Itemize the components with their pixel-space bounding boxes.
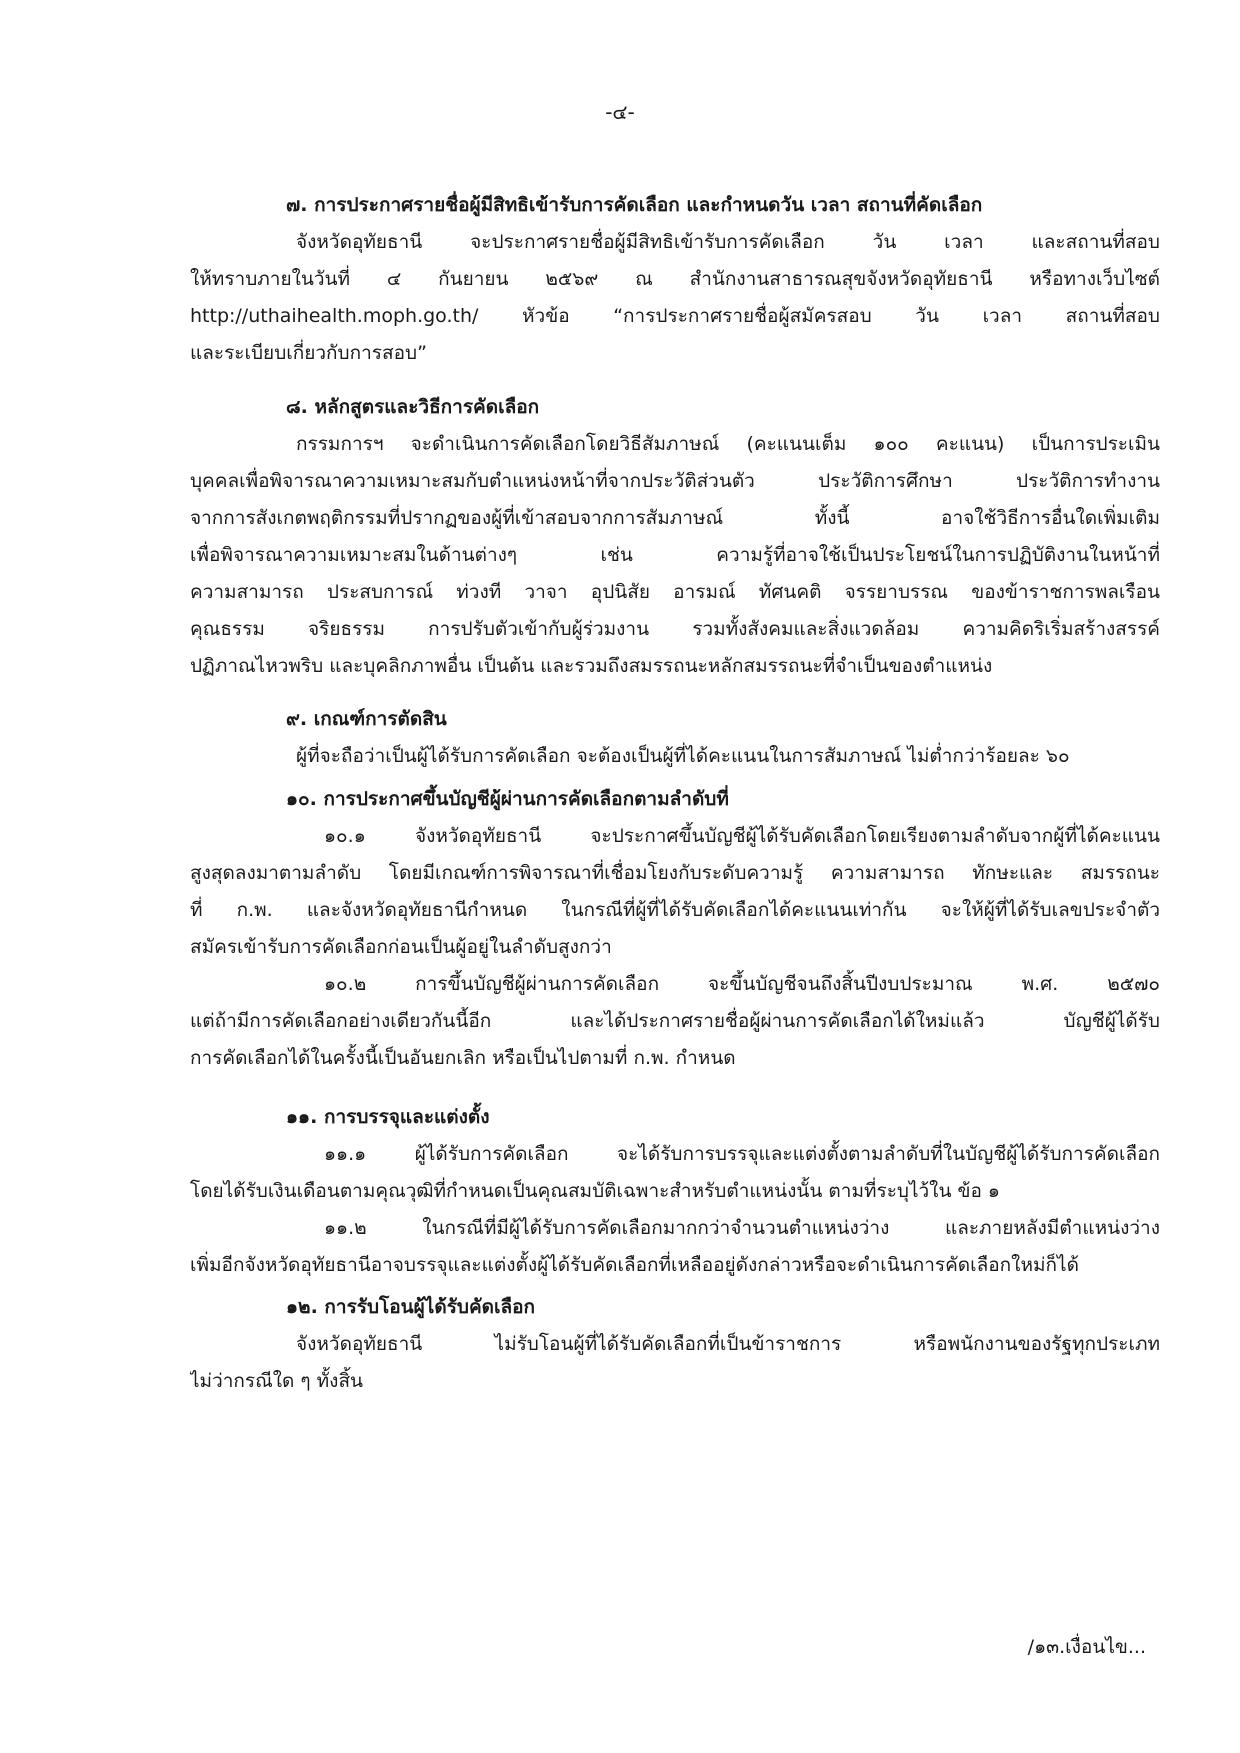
paragraph bbox=[190, 1326, 1160, 1400]
paragraph bbox=[190, 818, 1160, 966]
section-10 bbox=[190, 780, 1160, 1077]
text-line: จังหวัดอุทัยธานี จะประกาศรายชื่อผู้มีสิทธิเข้ารับการคัดเลือก วัน เวลา และสถานที่สอบ bbox=[296, 231, 1160, 253]
section-heading: ๘. หลักสูตรและวิธีการคัดเลือก bbox=[286, 396, 540, 418]
text-line: ที่ ก.พ. และจังหวัดอุทัยธานีกำหนด ในกรณีที่ผู้ที่ได้รับคัดเลือกได้คะแนนเท่ากัน จะให้ผู้ที่ได้รับเลขประจำตัว bbox=[190, 899, 1160, 921]
page-number: -๔- bbox=[605, 100, 635, 124]
section-heading: ๗. การประกาศรายชื่อผู้มีสิทธิเข้ารับการคัดเลือก และกำหนดวัน เวลา สถานที่คัดเลือก bbox=[286, 194, 983, 216]
text-line: และระเบียบเกี่ยวกับการสอบ” bbox=[190, 342, 427, 364]
section-heading: ๑๐. การประกาศขึ้นบัญชีผู้ผ่านการคัดเลือกตามลำดับที่ bbox=[286, 788, 729, 810]
section-heading: ๙. เกณฑ์การตัดสิน bbox=[286, 708, 447, 730]
paragraph bbox=[190, 426, 1160, 685]
text-line: ไม่ว่ากรณีใด ๆ ทั้งสิ้น bbox=[190, 1370, 364, 1392]
text-line: ปฏิภาณไหวพริบ และบุคลิกภาพอื่น เป็นต้น และรวมถึงสมรรถนะหลักสมรรถนะที่จำเป็นของตำแหน่ง bbox=[190, 655, 993, 677]
paragraph bbox=[190, 966, 1160, 1077]
text-line: ๑๐.๑ จังหวัดอุทัยธานี จะประกาศขึ้นบัญชีผู้ได้รับคัดเลือกโดยเรียงตามลำดับจากผู้ที่ได้คะแนน bbox=[324, 825, 1160, 847]
text-line: เพื่อพิจารณาความเหมาะสมในด้านต่างๆ เช่น ความรู้ที่อาจใช้เป็นประโยชน์ในการปฏิบัติงานในหน้าที่ bbox=[190, 544, 1160, 566]
paragraph bbox=[190, 224, 1160, 372]
text-line: ๑๑.๒ ในกรณีที่มีผู้ได้รับการคัดเลือกมากกว่าจำนวนตำแหน่งว่าง และภายหลังมีตำแหน่งว่าง bbox=[324, 1217, 1160, 1239]
text-line: http://uthaihealth.moph.go.th/ หัวข้อ “การประกาศรายชื่อผู้สมัครสอบ วัน เวลา สถานที่สอบ bbox=[190, 305, 1160, 327]
section-12 bbox=[190, 1288, 1160, 1400]
text-line: ๑๑.๑ ผู้ได้รับการคัดเลือก จะได้รับการบรรจุและแต่งตั้งตามลำดับที่ในบัญชีผู้ได้รับการคัดเลือก bbox=[324, 1143, 1160, 1165]
text-line: จังหวัดอุทัยธานี ไม่รับโอนผู้ที่ได้รับคัดเลือกที่เป็นข้าราชการ หรือพนักงานของรัฐทุกประเภท bbox=[296, 1333, 1160, 1355]
text-line: จากการสังเกตพฤติกรรมที่ปรากฏของผู้ที่เข้าสอบจากการสัมภาษณ์ ทั้งนี้ อาจใช้วิธีการอื่นใดเพิ่มเติม bbox=[190, 507, 1160, 529]
text-line: คุณธรรม จริยธรรม การปรับตัวเข้ากับผู้ร่วมงาน รวมทั้งสังคมและสิ่งแวดล้อม ความคิดริเริ่มสร้างสรรค์ bbox=[190, 618, 1160, 640]
section-8 bbox=[190, 388, 1160, 685]
section-9 bbox=[190, 700, 1160, 775]
section-7 bbox=[190, 186, 1160, 372]
text-line: โดยได้รับเงินเดือนตามคุณวุฒิที่กำหนดเป็นคุณสมบัติเฉพาะสำหรับตำแหน่งนั้น ตามที่ระบุไว้ใน ข้อ ๑ bbox=[190, 1180, 1000, 1202]
text-line: ให้ทราบภายในวันที่ ๔ กันยายน ๒๕๖๙ ณ สำนักงานสาธารณสุขจังหวัดอุทัยธานี หรือทางเว็บไซต์ bbox=[190, 268, 1160, 290]
text-line: ความสามารถ ประสบการณ์ ท่วงที วาจา อุปนิสัย อารมณ์ ทัศนคติ จรรยาบรรณ ของข้าราชการพลเรือน bbox=[190, 581, 1160, 603]
text-line: สมัครเข้ารับการคัดเลือกก่อนเป็นผู้อยู่ในลำดับสูงกว่า bbox=[190, 936, 612, 958]
section-heading: ๑๑. การบรรจุและแต่งตั้ง bbox=[286, 1106, 490, 1128]
text-line: แต่ถ้ามีการคัดเลือกอย่างเดียวกันนี้อีก และได้ประกาศรายชื่อผู้ผ่านการคัดเลือกได้ใหม่แล้ว บัญชีผู้ได้รับ bbox=[190, 1010, 1160, 1032]
text-line: บุคคลเพื่อพิจารณาความเหมาะสมกับตำแหน่งหน้าที่จากประวัติส่วนตัว ประวัติการศึกษา ประวัติการทำงาน bbox=[190, 470, 1160, 492]
section-heading: ๑๒. การรับโอนผู้ได้รับคัดเลือก bbox=[286, 1296, 536, 1318]
section-11 bbox=[190, 1098, 1160, 1284]
paragraph bbox=[190, 1210, 1160, 1284]
text-line: ผู้ที่จะถือว่าเป็นผู้ได้รับการคัดเลือก จะต้องเป็นผู้ที่ได้คะแนนในการสัมภาษณ์ ไม่ต่ำกว่าร้อยละ ๖๐ bbox=[296, 745, 1070, 767]
text-line: สูงสุดลงมาตามลำดับ โดยมีเกณฑ์การพิจารณาที่เชื่อมโยงกับระดับความรู้ ความสามารถ ทักษะและ สมรรถนะ bbox=[190, 862, 1160, 884]
text-line: เพิ่มอีกจังหวัดอุทัยธานีอาจบรรจุและแต่งตั้งผู้ได้รับคัดเลือกที่เหลืออยู่ดังกล่าวหรือจะดำเนินการคัดเลือกใหม่ก็ได้ bbox=[190, 1254, 1079, 1276]
paragraph bbox=[190, 738, 1160, 775]
text-line: กรรมการฯ จะดำเนินการคัดเลือกโดยวิธีสัมภาษณ์ (คะแนนเต็ม ๑๐๐ คะแนน) เป็นการประเมิน bbox=[296, 433, 1160, 455]
text-line: ๑๐.๒ การขึ้นบัญชีผู้ผ่านการคัดเลือก จะขึ้นบัญชีจนถึงสิ้นปีงบประมาณ พ.ศ. ๒๕๗๐ bbox=[324, 973, 1160, 995]
paragraph bbox=[190, 1136, 1160, 1210]
next-page-reference: /๑๓.เงื่อนไข... bbox=[1027, 1636, 1146, 1658]
text-line: การคัดเลือกได้ในครั้งนี้เป็นอันยกเลิก หรือเป็นไปตามที่ ก.พ. กำหนด bbox=[190, 1047, 736, 1069]
